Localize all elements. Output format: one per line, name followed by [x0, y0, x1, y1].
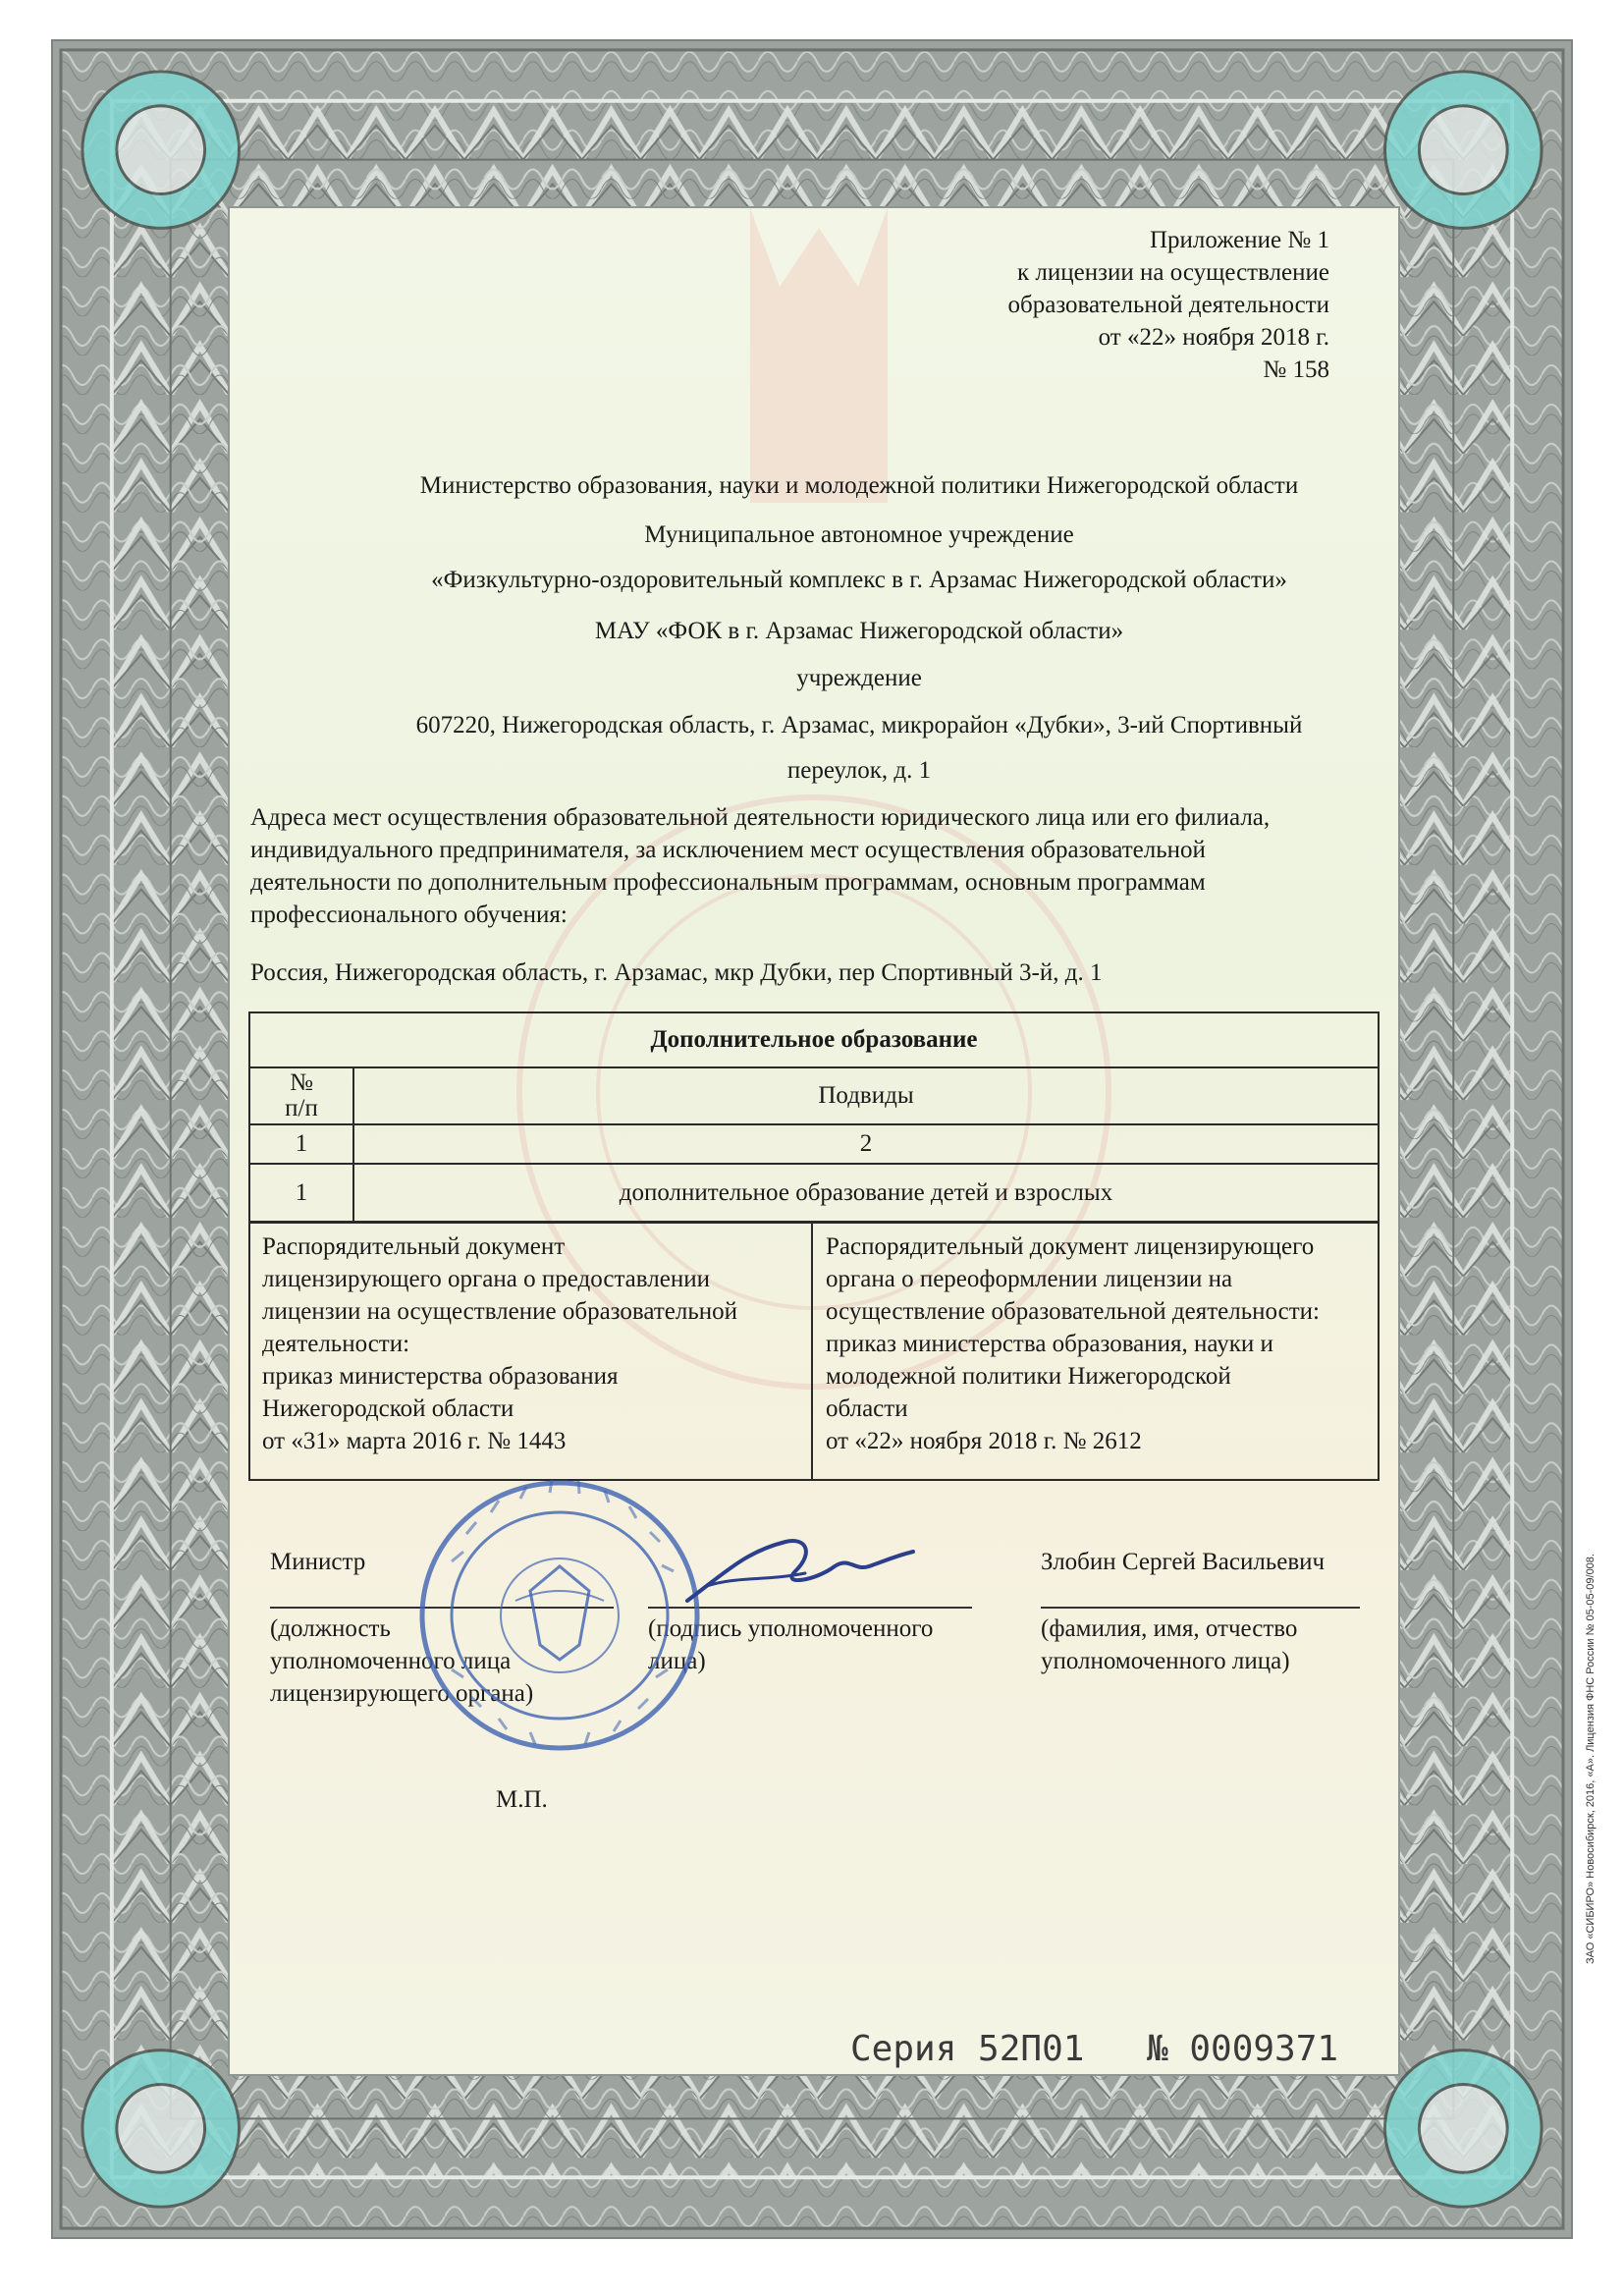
document-line: Распорядительный документ лицензирующего [826, 1233, 1315, 1260]
document-line: приказ министерства образования [262, 1363, 619, 1390]
document-line: от «22» ноября 2018 г. № 2612 [826, 1428, 1142, 1454]
document-line: осуществление образовательной деятельности: [826, 1298, 1320, 1325]
document-line: области [826, 1395, 908, 1422]
document-line: лицензирующего органа о предоставлении [262, 1266, 710, 1292]
signer-position: Министр [270, 1549, 366, 1575]
paragraph-line: деятельности по дополнительным профессиональным программам, основным программам [250, 869, 1206, 896]
column-divider [811, 1223, 813, 1479]
document-line: молодежной политики Нижегородской [826, 1363, 1231, 1390]
name-underline [1041, 1607, 1360, 1609]
column-index: 1 [249, 1124, 353, 1164]
document-line: от «31» марта 2016 г. № 1443 [262, 1428, 567, 1454]
document-line: приказ министерства образования, науки и [826, 1331, 1273, 1357]
column-index: 2 [353, 1124, 1379, 1164]
stamp-place-label: М.П. [496, 1786, 548, 1813]
annex-reference [1008, 224, 1330, 386]
official-seal-icon [412, 1473, 707, 1758]
caption-line: (фамилия, имя, отчество [1041, 1615, 1298, 1642]
annex-line: к лицензии на осуществление [1017, 259, 1329, 286]
caption-line: (должность [270, 1615, 391, 1642]
paragraph-line: Адреса мест осуществления образовательной деятельности юридического лица или его филиала, [250, 804, 1271, 831]
annex-line: Приложение № 1 [1149, 227, 1329, 253]
document-line: лицензии на осуществление образовательной [262, 1298, 737, 1325]
caption-line: уполномоченного лица) [1041, 1648, 1290, 1674]
organization-type: Муниципальное автономное учреждение [644, 521, 1074, 548]
printer-note: ЗАО «СИБИРО» Новосибирск, 2016, «А». Лицензия ФНС России № 05-05-09/008. [1585, 1554, 1597, 1964]
organization-address: 607220, Нижегородская область, г. Арзамас, микрорайон «Дубки», 3-ий Спортивный [415, 712, 1303, 738]
name-caption [1041, 1613, 1297, 1677]
reissuance-document [826, 1230, 1320, 1457]
organization-address-continued: переулок, д. 1 [786, 757, 932, 784]
caption-line: лицензирующего органа) [270, 1680, 534, 1707]
number-column-header [249, 1067, 353, 1124]
header-line: № [290, 1069, 313, 1096]
annex-line: от «22» ноября 2018 г. [1098, 324, 1329, 351]
organization-kind: учреждение [796, 665, 922, 691]
organization-full-name: «Физкультурно-оздоровительный комплекс в г. Арзамас Нижегородской области» [431, 567, 1287, 593]
table-title: Дополнительное образование [249, 1012, 1379, 1067]
education-places-paragraph [250, 801, 1380, 989]
table-row [249, 1164, 1379, 1223]
handwritten-signature-icon [668, 1512, 923, 1630]
organization-short-name: МАУ «ФОК в г. Арзамас Нижегородской области» [594, 618, 1124, 644]
caption-line: (подпись уполномоченного [648, 1615, 934, 1642]
document-line: Распорядительный документ [262, 1233, 566, 1260]
row-subtype: дополнительное образование детей и взрослых [353, 1164, 1379, 1223]
paragraph-line: индивидуального предпринимателя, за исключением мест осуществления образовательной [250, 837, 1206, 863]
corner-ornament-top-right [1384, 72, 1542, 229]
blank-number: № 0009371 [1147, 2029, 1339, 2069]
annex-line: образовательной деятельности [1007, 292, 1329, 318]
subtype-column-header: Подвиды [353, 1067, 1379, 1124]
signer-name: Злобин Сергей Васильевич [1041, 1549, 1326, 1575]
annex-line: № 158 [1263, 356, 1329, 383]
corner-ornament-bottom-right [1384, 2050, 1542, 2208]
education-subtypes-table [248, 1011, 1380, 1224]
issuance-document [262, 1230, 737, 1457]
header-line: п/п [285, 1095, 318, 1121]
blank-series: Серия 52П01 [850, 2029, 1085, 2069]
document-line: деятельности: [262, 1331, 410, 1357]
caption-line: уполномоченного лица [270, 1648, 512, 1674]
corner-ornament-top-left [82, 72, 240, 229]
corner-ornament-bottom-left [82, 2050, 240, 2208]
paragraph-line: профессионального обучения: [250, 902, 568, 928]
administrative-documents-box [248, 1221, 1380, 1481]
ministry-name: Министерство образования, науки и молодежной политики Нижегородской области [419, 472, 1299, 499]
caption-line: лица) [648, 1648, 706, 1674]
row-number: 1 [249, 1164, 353, 1223]
document-line: органа о переоформлении лицензии на [826, 1266, 1233, 1292]
document-line: Нижегородской области [262, 1395, 514, 1422]
education-place-address: Россия, Нижегородская область, г. Арзамас, мкр Дубки, пер Спортивный 3-й, д. 1 [250, 959, 1103, 986]
